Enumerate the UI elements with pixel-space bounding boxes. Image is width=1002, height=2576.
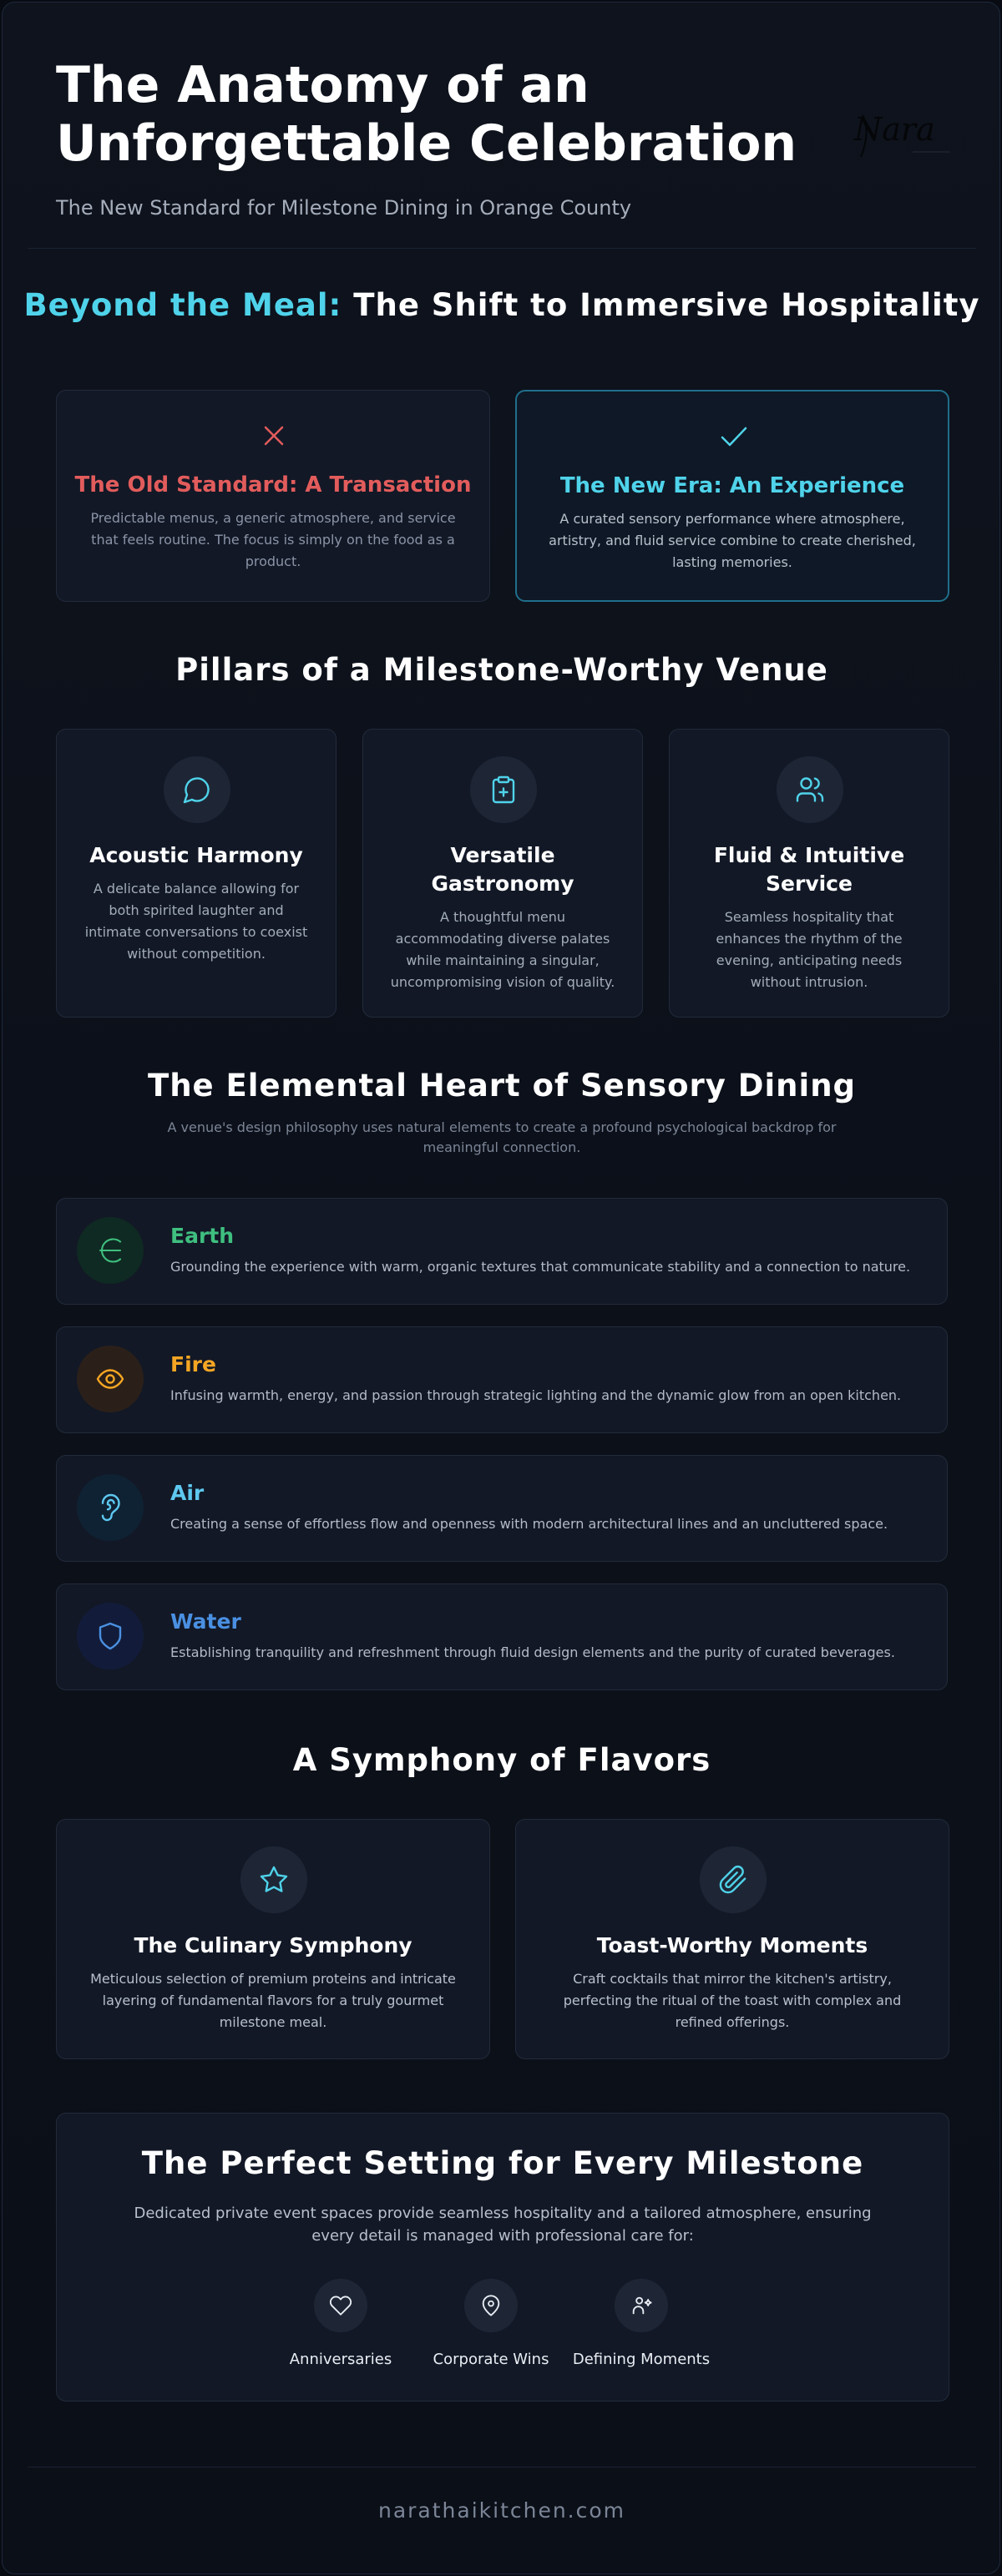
new-era-title: The New Era: An Experience [559, 473, 905, 498]
element-row-earth [56, 1198, 948, 1305]
earth-icon [77, 1217, 144, 1284]
setting-card [56, 2113, 949, 2402]
new-era-card [515, 390, 949, 602]
flavor-text: Craft cocktails that mirror the kitchen's artistry, perfecting the ritual of the toast with complex and refined offerings. [563, 1971, 902, 2030]
flavor-card-toast [515, 1819, 949, 2059]
elements-title: The Elemental Heart of Sensory Dining [147, 1068, 857, 1104]
pillar-title: Versatile Gastronomy [431, 843, 574, 896]
milestone-defining-moments [558, 2279, 725, 2368]
check-icon [719, 423, 749, 453]
shift-title-rest: The Shift to Immersive Hospitality [353, 287, 980, 323]
new-era-text: A curated sensory performance where atmosphere, artistry, and fluid service combine to create cherished, lasting memories. [549, 511, 916, 570]
pillar-card-acoustic [56, 729, 337, 1018]
milestone-corporate-wins [407, 2279, 574, 2368]
pillars-title: Pillars of a Milestone-Worthy Venue [175, 652, 828, 688]
ear-icon [77, 1474, 144, 1541]
elements-description: A venue's design philosophy uses natural elements to create a profound psychological backdrop for meaningful connection. [167, 1119, 837, 1155]
shield-icon [77, 1603, 144, 1669]
old-standard-title: The Old Standard: A Transaction [74, 472, 472, 498]
paperclip-icon [700, 1846, 767, 1913]
element-row-air [56, 1455, 948, 1562]
infographic-page [2, 2, 1000, 2574]
clipboard-plus-icon [470, 756, 537, 823]
setting-title: The Perfect Setting for Every Milestone [141, 2145, 864, 2181]
milestone-label: Anniversaries [289, 2351, 392, 2368]
element-name: Air [170, 1481, 205, 1505]
users-icon [777, 756, 843, 823]
brand-logo [846, 98, 971, 182]
old-standard-text: Predictable menus, a generic atmosphere, and service that feels routine. The focus is simply on the food as a product. [90, 510, 456, 569]
flavor-title: Toast-Worthy Moments [596, 1933, 868, 1957]
setting-text: Dedicated private event spaces provide seamless hospitality and a tailored atmosphere, ensuring every detail is managed with professional care for: [134, 2205, 872, 2245]
element-description: Creating a sense of effortless flow and openness with modern architectural lines and an uncluttered space. [170, 1516, 888, 1532]
pillar-text: Seamless hospitality that enhances the rhythm of the evening, anticipating needs without intrusion. [716, 909, 903, 990]
element-row-water [56, 1583, 948, 1690]
element-name: Water [170, 1609, 241, 1634]
element-name: Fire [170, 1352, 216, 1376]
shift-title-accent: Beyond the Meal: [23, 287, 342, 323]
footer-website[interactable]: narathaikitchen.com [377, 2498, 626, 2523]
page-subtitle: The New Standard for Milestone Dining in Orange County [56, 196, 632, 220]
milestone-anniversaries [257, 2279, 424, 2368]
element-row-fire [56, 1326, 948, 1433]
flavor-text: Meticulous selection of premium proteins and intricate layering of fundamental flavors for a truly gourmet milestone meal. [90, 1971, 456, 2030]
flavors-title: A Symphony of Flavors [292, 1742, 711, 1778]
element-description: Infusing warmth, energy, and passion through strategic lighting and the dynamic glow from an open kitchen. [170, 1387, 902, 1403]
flavor-title: The Culinary Symphony [134, 1933, 412, 1957]
pillar-text: A thoughtful menu accommodating diverse palates while maintaining a singular, uncompromising vision of quality. [390, 909, 615, 990]
heart-icon [314, 2279, 367, 2332]
old-standard-card [56, 390, 490, 602]
pillar-card-gastronomy [362, 729, 643, 1018]
element-description: Grounding the experience with warm, organic textures that communicate stability and a connection to nature. [170, 1259, 911, 1275]
element-description: Establishing tranquility and refreshment through fluid design elements and the purity of curated beverages. [170, 1644, 895, 1660]
pillar-title: Acoustic Harmony [89, 843, 303, 867]
shift-section-title [3, 288, 1000, 323]
pillar-card-service [669, 729, 949, 1018]
header-divider [28, 248, 976, 249]
page-title: The Anatomy of an Unforgettable Celebration [56, 56, 797, 173]
star-icon [240, 1846, 307, 1913]
map-pin-icon [464, 2279, 518, 2332]
chat-bubble-icon [164, 756, 230, 823]
pillar-title: Fluid & Intuitive Service [713, 843, 905, 896]
x-icon [261, 422, 287, 452]
flavor-card-culinary [56, 1819, 490, 2059]
person-sparkle-icon [615, 2279, 668, 2332]
pillar-text: A delicate balance allowing for both spirited laughter and intimate conversations to coexist without competition. [84, 881, 308, 962]
eye-icon [77, 1346, 144, 1412]
milestone-label: Corporate Wins [433, 2351, 549, 2368]
logo-wordmark: Nara [854, 111, 935, 148]
element-name: Earth [170, 1224, 235, 1248]
milestone-label: Defining Moments [572, 2351, 711, 2368]
